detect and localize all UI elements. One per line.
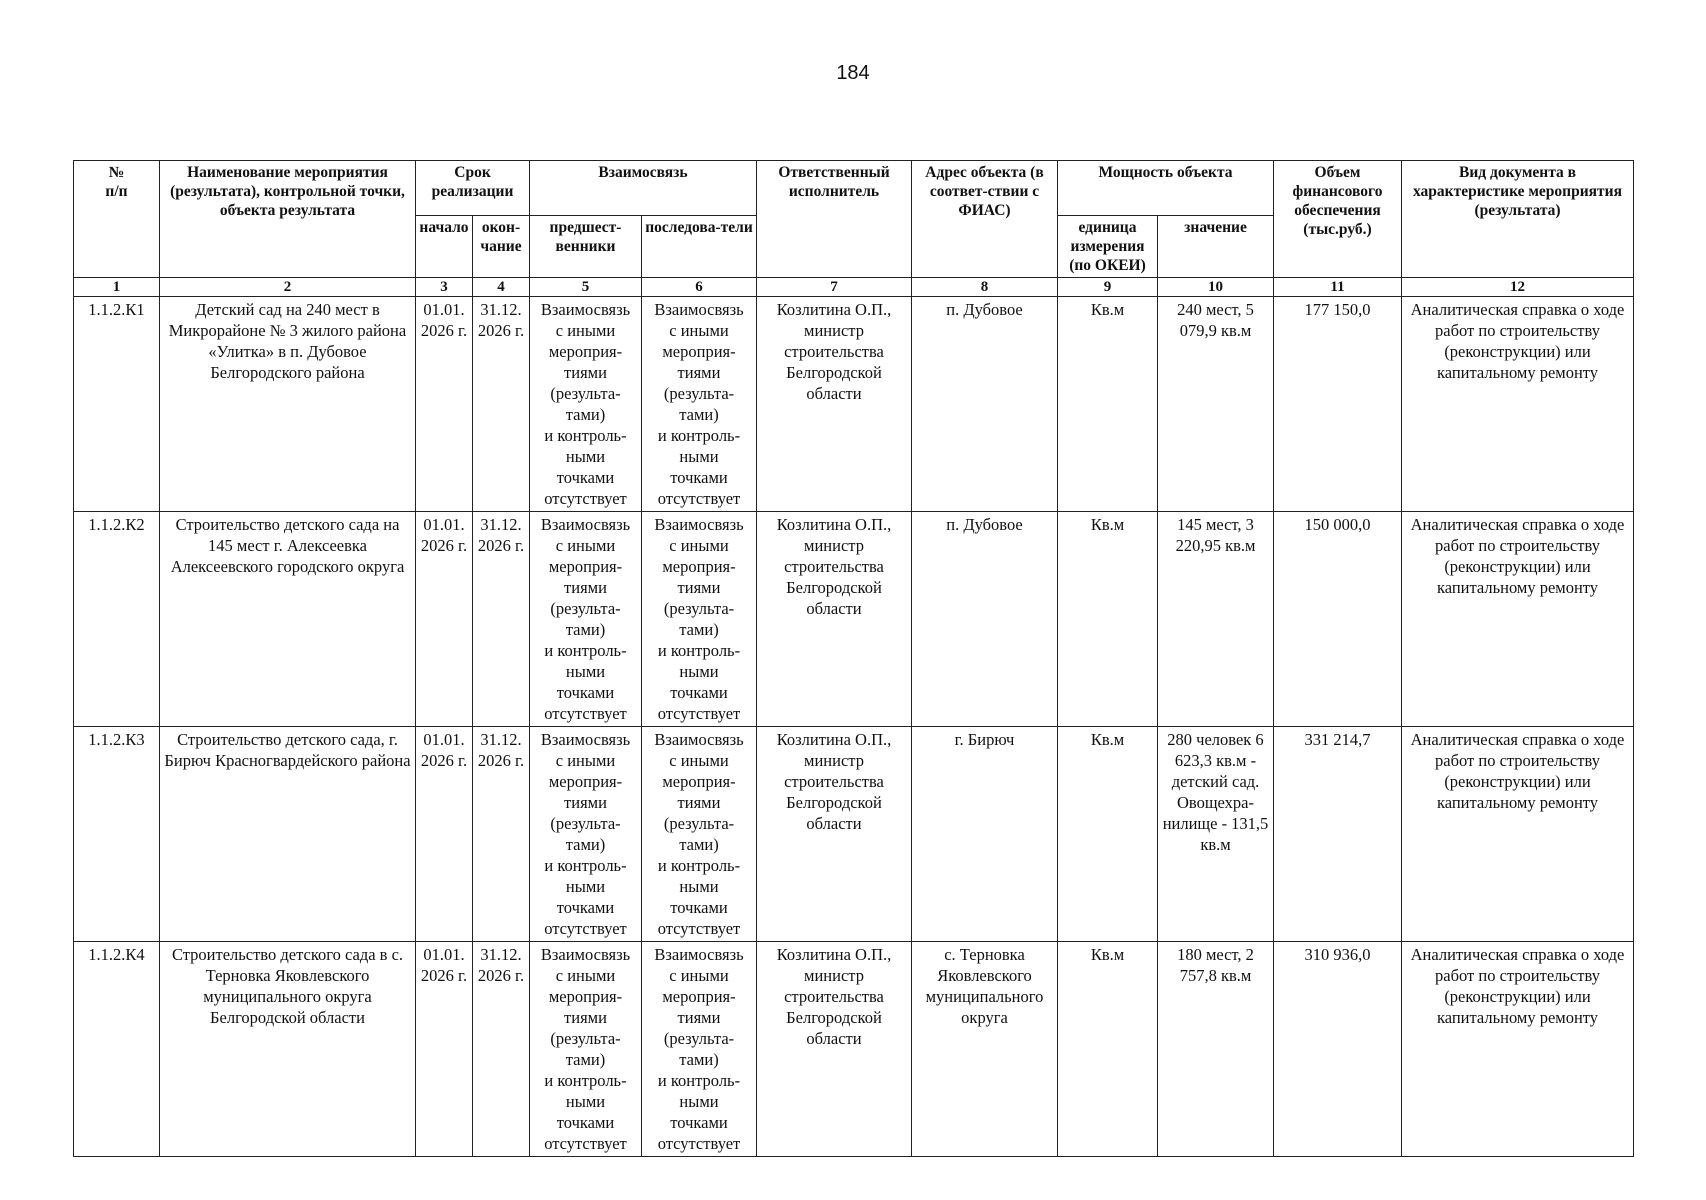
- pred-line: тами): [565, 835, 606, 854]
- succ-line: с иными: [669, 536, 729, 555]
- table-row: [74, 512, 1634, 727]
- succ-line: отсутствует: [657, 919, 741, 938]
- header-start: начало: [416, 216, 473, 278]
- succ-line: мероприя-: [662, 987, 736, 1006]
- pred-line: тиями: [564, 793, 607, 812]
- column-number: 10: [1158, 278, 1274, 297]
- row-responsible: Козлитина О.П., министр строительства Белгородской области: [757, 727, 912, 942]
- pred-line: тами): [565, 620, 606, 639]
- row-finance: 310 936,0: [1274, 942, 1402, 1157]
- header-document: Вид документа в характеристике мероприятия (результата): [1402, 161, 1634, 278]
- row-document: Аналитическая справка о ходе работ по строительству (реконструкции) или капитальному ремонту: [1402, 727, 1634, 942]
- pred-line: ными: [565, 662, 606, 681]
- row-document: Аналитическая справка о ходе работ по строительству (реконструкции) или капитальному ремонту: [1402, 297, 1634, 512]
- succ-line: мероприя-: [662, 772, 736, 791]
- row-start: 01.01. 2026 г.: [416, 727, 473, 942]
- succ-line: (результа-: [663, 814, 735, 833]
- pred-line: тиями: [564, 363, 607, 382]
- pred-line: с иными: [555, 536, 616, 555]
- column-number: 7: [757, 278, 912, 297]
- column-number: 12: [1402, 278, 1634, 297]
- row-code: 1.1.2.К2: [74, 512, 160, 727]
- row-successors: [642, 727, 757, 942]
- pred-line: и контроль-: [544, 426, 627, 445]
- row-finance: 177 150,0: [1274, 297, 1402, 512]
- pred-line: (результа-: [550, 599, 621, 618]
- pred-line: с иными: [555, 751, 616, 770]
- pred-line: отсутствует: [544, 489, 627, 508]
- row-finance: 150 000,0: [1274, 512, 1402, 727]
- succ-line: тами): [679, 835, 719, 854]
- header-term: Срок реализации: [416, 161, 530, 216]
- succ-line: тиями: [677, 1008, 721, 1027]
- row-end: 31.12. 2026 г.: [473, 727, 530, 942]
- pred-line: отсутствует: [544, 919, 627, 938]
- succ-line: Взаимосвязь: [654, 730, 744, 749]
- succ-line: ными: [679, 877, 719, 896]
- pred-line: ными: [565, 877, 606, 896]
- succ-line: отсутствует: [657, 489, 741, 508]
- pred-line: и контроль-: [544, 641, 627, 660]
- pred-line: Взаимосвязь: [540, 730, 631, 749]
- row-start: 01.01. 2026 г.: [416, 512, 473, 727]
- header-num: № п/п: [74, 161, 160, 278]
- pred-line: точками: [556, 468, 615, 487]
- succ-line: и контроль-: [657, 1071, 741, 1090]
- column-number: 4: [473, 278, 530, 297]
- pred-line: ными: [565, 1092, 606, 1111]
- succ-line: тиями: [677, 793, 721, 812]
- row-start: 01.01. 2026 г.: [416, 297, 473, 512]
- table-row: [74, 727, 1634, 942]
- succ-line: мероприя-: [662, 342, 736, 361]
- succ-line: и контроль-: [657, 641, 741, 660]
- pred-line: Взаимосвязь: [540, 300, 631, 319]
- pred-line: тами): [565, 405, 606, 424]
- pred-line: (результа-: [550, 814, 621, 833]
- succ-line: тиями: [677, 578, 721, 597]
- row-successors: [642, 942, 757, 1157]
- table-row: [74, 942, 1634, 1157]
- succ-line: с иными: [669, 966, 729, 985]
- succ-line: ными: [679, 447, 719, 466]
- succ-line: отсутствует: [657, 1134, 741, 1153]
- pred-line: Взаимосвязь: [540, 945, 631, 964]
- row-address: с. Терновка Яковлевского муниципального округа: [912, 942, 1058, 1157]
- row-document: Аналитическая справка о ходе работ по строительству (реконструкции) или капитальному ремонту: [1402, 512, 1634, 727]
- pred-line: Взаимосвязь: [540, 515, 631, 534]
- row-predecessors: [530, 512, 642, 727]
- column-number: 2: [160, 278, 416, 297]
- succ-line: и контроль-: [657, 856, 741, 875]
- row-responsible: Козлитина О.П., министр строительства Белгородской области: [757, 297, 912, 512]
- row-address: г. Бирюч: [912, 727, 1058, 942]
- row-code: 1.1.2.К3: [74, 727, 160, 942]
- succ-line: мероприя-: [662, 557, 736, 576]
- pred-line: ными: [565, 447, 606, 466]
- row-predecessors: [530, 297, 642, 512]
- pred-line: тами): [565, 1050, 606, 1069]
- pred-line: и контроль-: [544, 1071, 627, 1090]
- header-finance: Объем финансового обеспечения (тыс.руб.): [1274, 161, 1402, 278]
- row-value: 145 мест, 3 220,95 кв.м: [1158, 512, 1274, 727]
- pred-line: отсутствует: [544, 704, 627, 723]
- column-number: 9: [1058, 278, 1158, 297]
- succ-line: (результа-: [663, 599, 735, 618]
- row-end: 31.12. 2026 г.: [473, 297, 530, 512]
- header-successors: последова-тели: [642, 216, 757, 278]
- succ-line: Взаимосвязь: [654, 515, 744, 534]
- page-number: 184: [836, 62, 870, 84]
- header-value: значение: [1158, 216, 1274, 278]
- row-code: 1.1.2.К1: [74, 297, 160, 512]
- succ-line: тами): [679, 405, 719, 424]
- row-end: 31.12. 2026 г.: [473, 512, 530, 727]
- succ-line: ными: [679, 1092, 719, 1111]
- row-finance: 331 214,7: [1274, 727, 1402, 942]
- row-value: 180 мест, 2 757,8 кв.м: [1158, 942, 1274, 1157]
- pred-line: мероприя-: [548, 342, 623, 361]
- row-start: 01.01. 2026 г.: [416, 942, 473, 1157]
- succ-line: точками: [670, 468, 728, 487]
- succ-line: с иными: [669, 751, 729, 770]
- pred-line: точками: [556, 898, 615, 917]
- column-numbers-row: [74, 278, 1634, 297]
- succ-line: тиями: [677, 363, 721, 382]
- row-unit: Кв.м: [1058, 297, 1158, 512]
- header-unit: единица измерения (по ОКЕИ): [1058, 216, 1158, 278]
- column-number: 3: [416, 278, 473, 297]
- column-number: 11: [1274, 278, 1402, 297]
- header-responsible: Ответственный исполнитель: [757, 161, 912, 278]
- pred-line: и контроль-: [544, 856, 627, 875]
- row-unit: Кв.м: [1058, 512, 1158, 727]
- pred-line: мероприя-: [548, 987, 623, 1006]
- row-successors: [642, 512, 757, 727]
- column-number: 8: [912, 278, 1058, 297]
- header-capacity: Мощность объекта: [1058, 161, 1274, 216]
- row-end: 31.12. 2026 г.: [473, 942, 530, 1157]
- succ-line: тами): [679, 1050, 719, 1069]
- events-table: [73, 160, 1634, 1157]
- row-name: Детский сад на 240 мест в Микрорайоне № 3 жилого района «Улитка» в п. Дубовое Белгородского района: [160, 297, 416, 512]
- header-name: Наименование мероприятия (результата), контрольной точки, объекта результата: [160, 161, 416, 278]
- header-end: окон-чание: [473, 216, 530, 278]
- row-responsible: Козлитина О.П., министр строительства Белгородской области: [757, 942, 912, 1157]
- header-link: Взаимосвязь: [530, 161, 757, 216]
- row-predecessors: [530, 942, 642, 1157]
- row-code: 1.1.2.К4: [74, 942, 160, 1157]
- pred-line: точками: [556, 1113, 615, 1132]
- succ-line: точками: [670, 683, 728, 702]
- row-value: 280 человек 6 623,3 кв.м - детский сад. Овощехра-нилище - 131,5 кв.м: [1158, 727, 1274, 942]
- succ-line: точками: [670, 1113, 728, 1132]
- row-address: п. Дубовое: [912, 297, 1058, 512]
- pred-line: тиями: [564, 578, 607, 597]
- column-number: 6: [642, 278, 757, 297]
- row-address: п. Дубовое: [912, 512, 1058, 727]
- succ-line: точками: [670, 898, 728, 917]
- pred-line: (результа-: [550, 384, 621, 403]
- header-predecessors: предшест-венники: [530, 216, 642, 278]
- row-predecessors: [530, 727, 642, 942]
- pred-line: с иными: [555, 966, 616, 985]
- succ-line: Взаимосвязь: [654, 300, 744, 319]
- row-name: Строительство детского сада, г. Бирюч Красногвардейского района: [160, 727, 416, 942]
- pred-line: мероприя-: [548, 772, 623, 791]
- row-successors: [642, 297, 757, 512]
- table-row: [74, 297, 1634, 512]
- header-address: Адрес объекта (в соответ-ствии с ФИАС): [912, 161, 1058, 278]
- row-name: Строительство детского сада в с. Терновка Яковлевского муниципального округа Белгородской области: [160, 942, 416, 1157]
- pred-line: с иными: [555, 321, 616, 340]
- column-number: 5: [530, 278, 642, 297]
- succ-line: тами): [679, 620, 719, 639]
- row-document: Аналитическая справка о ходе работ по строительству (реконструкции) или капитальному ремонту: [1402, 942, 1634, 1157]
- row-value: 240 мест, 5 079,9 кв.м: [1158, 297, 1274, 512]
- row-unit: Кв.м: [1058, 727, 1158, 942]
- succ-line: с иными: [669, 321, 729, 340]
- pred-line: отсутствует: [544, 1134, 627, 1153]
- column-number: 1: [74, 278, 160, 297]
- row-unit: Кв.м: [1058, 942, 1158, 1157]
- pred-line: (результа-: [550, 1029, 621, 1048]
- succ-line: (результа-: [663, 1029, 735, 1048]
- succ-line: Взаимосвязь: [654, 945, 744, 964]
- pred-line: мероприя-: [548, 557, 623, 576]
- succ-line: ными: [679, 662, 719, 681]
- pred-line: тиями: [564, 1008, 607, 1027]
- row-name: Строительство детского сада на 145 мест г. Алексеевка Алексеевского городского округа: [160, 512, 416, 727]
- succ-line: (результа-: [663, 384, 735, 403]
- pred-line: точками: [556, 683, 615, 702]
- succ-line: отсутствует: [657, 704, 741, 723]
- row-responsible: Козлитина О.П., министр строительства Белгородской области: [757, 512, 912, 727]
- succ-line: и контроль-: [657, 426, 741, 445]
